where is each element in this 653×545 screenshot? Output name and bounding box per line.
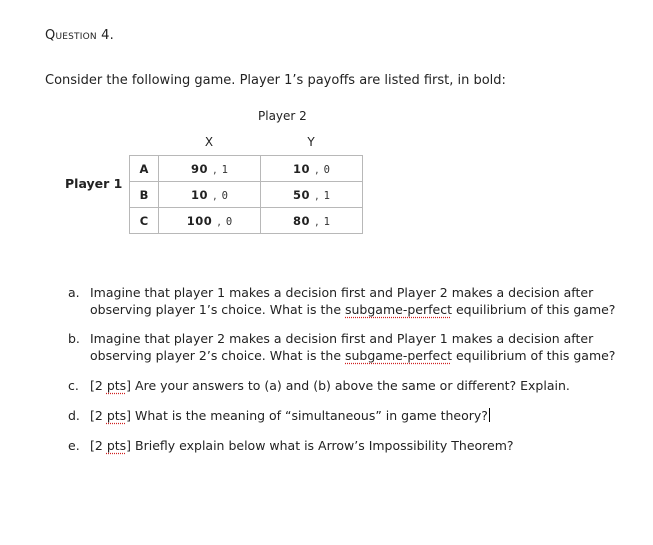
- player2-payoff: 1: [221, 163, 228, 176]
- payoff-separator: ,: [217, 213, 221, 228]
- question-title: [45, 28, 114, 43]
- text-cursor: [489, 408, 490, 422]
- question-c-points-unit: pts: [106, 378, 127, 393]
- row-label-a: A: [130, 156, 159, 182]
- matrix-row-a: [130, 156, 363, 182]
- player1-payoff: 90: [191, 161, 209, 176]
- question-a-term: subgame-perfect: [345, 302, 452, 317]
- intro-text: Consider the following game. Player 1’s payoffs are listed first, in bold:: [45, 73, 506, 88]
- question-e-points-unit: pts: [106, 438, 127, 453]
- payoff-cell-a-x: [159, 156, 261, 182]
- player2-payoff: 1: [323, 215, 330, 228]
- player2-payoff: 0: [323, 163, 330, 176]
- question-a-text-end: equilibrium of this game?: [451, 302, 616, 317]
- question-item-d: [60, 407, 630, 424]
- question-letter-a: a.: [68, 285, 80, 300]
- payoff-separator: ,: [315, 213, 319, 228]
- player2-payoff: 0: [225, 215, 233, 228]
- payoff-separator: ,: [315, 161, 319, 176]
- player1-payoff: 100: [186, 213, 213, 228]
- question-c-points-open: [2: [90, 378, 107, 393]
- player1-payoff: 10: [191, 187, 209, 202]
- question-letter-b: b.: [68, 331, 80, 346]
- payoff-separator: ,: [213, 187, 217, 202]
- matrix-row-c: [130, 208, 363, 234]
- row-label-c: C: [130, 208, 159, 234]
- question-letter-d: d.: [68, 408, 80, 423]
- payoff-cell-c-x: [159, 208, 261, 234]
- player1-payoff: 80: [293, 213, 311, 228]
- question-list: [60, 284, 630, 454]
- question-item-e: [60, 437, 630, 454]
- question-b-text-end: equilibrium of this game?: [451, 348, 616, 363]
- question-d-points-open: [2: [90, 408, 107, 423]
- question-b-term: subgame-perfect: [345, 348, 452, 363]
- question-e-points-open: [2: [90, 438, 107, 453]
- player1-payoff: 50: [293, 187, 311, 202]
- question-item-a: [60, 284, 630, 318]
- question-item-c: [60, 377, 630, 394]
- player2-payoff: 1: [323, 189, 330, 202]
- matrix-row-b: [130, 182, 363, 208]
- question-item-b: [60, 330, 630, 364]
- row-label-b: B: [130, 182, 159, 208]
- player1-payoff: 10: [293, 161, 311, 176]
- player2-label: Player 2: [258, 109, 307, 123]
- payoff-separator: ,: [213, 161, 217, 176]
- question-number: 4.: [101, 28, 114, 43]
- payoff-cell-a-y: [261, 156, 363, 182]
- column-header-y: Y: [307, 135, 315, 149]
- player2-payoff: 0: [221, 189, 228, 202]
- payoff-cell-b-x: [159, 182, 261, 208]
- payoff-cell-c-y: [261, 208, 363, 234]
- column-header-x: X: [204, 135, 214, 149]
- question-a-text: Imagine that player 1 makes a decision first and Player 2 makes a decision after observing player 1’s choice. What is the: [90, 285, 594, 317]
- payoff-matrix: [129, 155, 363, 234]
- question-e-text: ] Briefly explain below what is Arrow’s Impossibility Theorem?: [126, 438, 514, 453]
- player1-label: Player 1: [65, 176, 123, 191]
- question-c-text: ] Are your answers to (a) and (b) above the same or different? Explain.: [126, 378, 570, 393]
- question-title-word: uestion: [55, 28, 97, 43]
- question-d-text[interactable]: ] What is the meaning of “simultaneous” in game theory?: [126, 408, 488, 423]
- question-d-points-unit: pts: [106, 408, 127, 423]
- payoff-cell-b-y: [261, 182, 363, 208]
- question-title-prefix: Q: [45, 28, 56, 43]
- payoff-separator: ,: [315, 187, 319, 202]
- question-letter-e: e.: [68, 438, 80, 453]
- question-b-text: Imagine that player 2 makes a decision first and Player 1 makes a decision after observing player 2’s choice. What is the: [90, 331, 594, 363]
- question-letter-c: c.: [68, 378, 79, 393]
